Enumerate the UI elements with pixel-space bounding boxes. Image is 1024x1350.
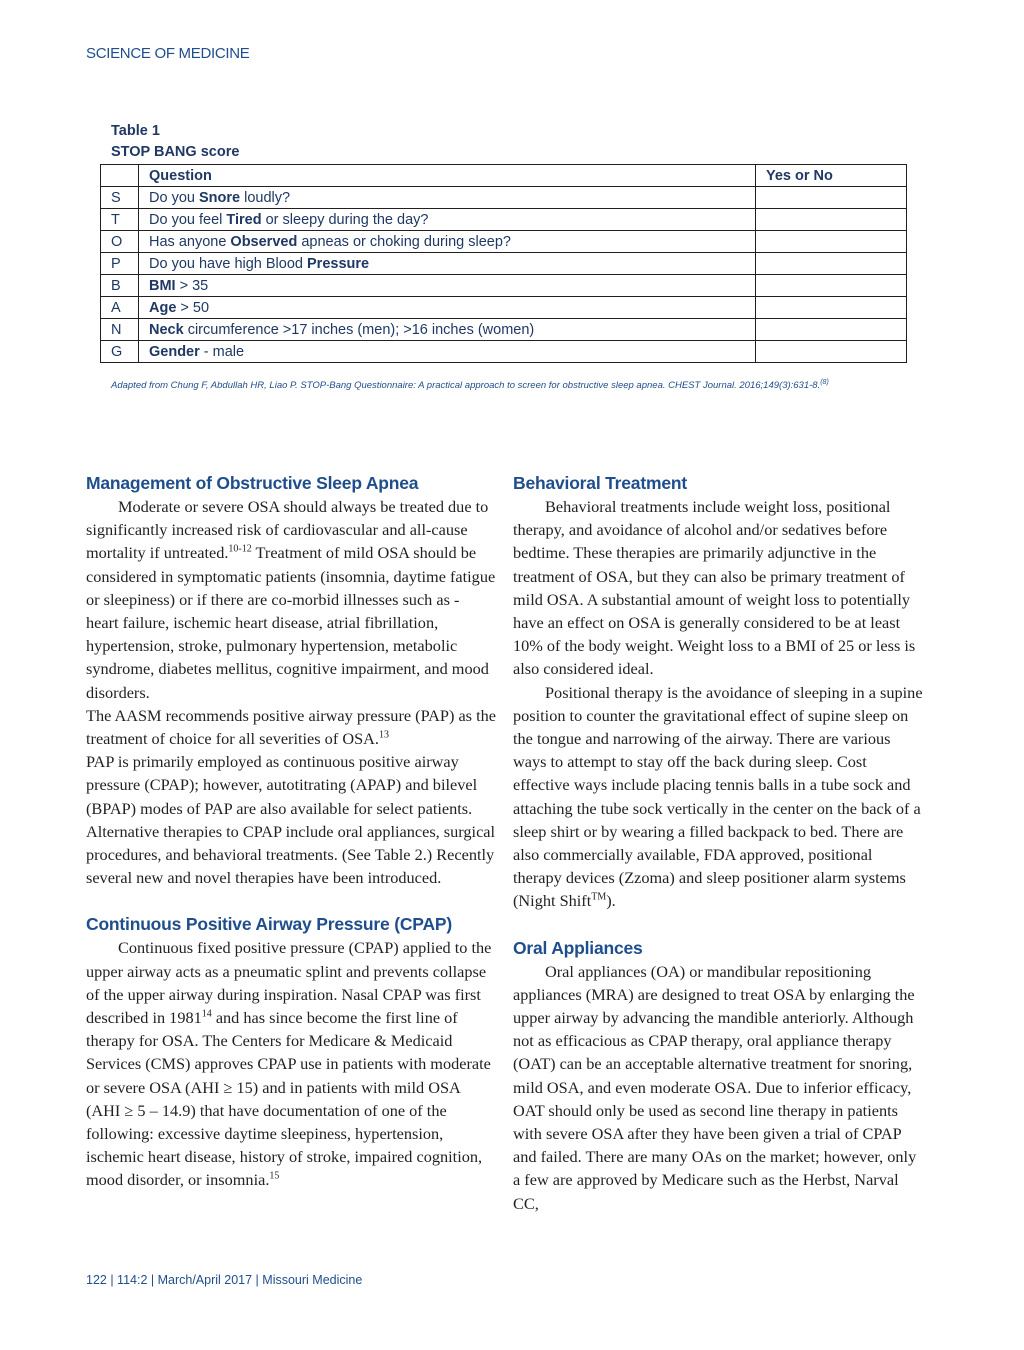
row-letter: T bbox=[101, 209, 139, 231]
row-question bbox=[139, 275, 756, 297]
row-letter: G bbox=[101, 341, 139, 363]
row-letter: S bbox=[101, 187, 139, 209]
question-text: Do you feel bbox=[149, 211, 227, 228]
table-row bbox=[101, 275, 907, 297]
row-answer-cell bbox=[756, 253, 907, 275]
stop-bang-table bbox=[100, 164, 907, 363]
table-row bbox=[101, 231, 907, 253]
para-text: Treatment of mild OSA should be considered in symptomatic patients (insomnia, daytime fatigue or sleepiness) or if there are co-morbid illnesses such as - heart failure, ischemic heart disease, atrial fibrillation, hypertension, stroke, pulmonary hypertension, metabolic syndrome, diabetes mellitus, cognitive impairment, and mood disorders. bbox=[86, 543, 496, 702]
row-answer-cell bbox=[756, 187, 907, 209]
left-column bbox=[86, 471, 496, 1192]
table-row bbox=[101, 187, 907, 209]
paragraph-positional bbox=[513, 681, 923, 913]
row-letter: O bbox=[101, 231, 139, 253]
question-keyword: Gender bbox=[149, 343, 200, 360]
question-text: loudly? bbox=[240, 189, 291, 206]
citation: 10-12 bbox=[228, 543, 252, 555]
table-note-text: Adapted from Chung F, Abdullah HR, Liao P. STOP-Bang Questionnaire: A practical approach to screen for obstructive sleep apnea. CHEST Journal. 2016;149(3):631-8. bbox=[111, 380, 821, 392]
section-label: SCIENCE OF MEDICINE bbox=[86, 45, 250, 62]
table-header-answer: Yes or No bbox=[756, 165, 907, 187]
row-answer-cell bbox=[756, 341, 907, 363]
question-text: > 50 bbox=[176, 299, 210, 316]
table-row bbox=[101, 319, 907, 341]
para-text: and has since become the first line of therapy for OSA. The Centers for Medicare & Medicaid Services (CMS) approves CPAP use in patients with moderate or severe OSA (AHI ≥ 15) and in patients with mild OSA (AHI ≥ 5 – 14.9) that have documentation of one of the following: excessive daytime sleepiness, hypertension, ischemic heart disease, history of stroke, impaired cognition, mood disorder, or insomnia. bbox=[86, 1008, 491, 1190]
table-label: Table 1 bbox=[111, 123, 160, 139]
question-keyword: Tired bbox=[226, 211, 262, 228]
para-text: The AASM recommends positive airway pressure (PAP) as the treatment of choice for all severities of OSA. bbox=[86, 705, 496, 749]
row-question bbox=[139, 253, 756, 275]
row-answer-cell bbox=[756, 275, 907, 297]
row-answer-cell bbox=[756, 297, 907, 319]
citation: 14 bbox=[201, 1008, 212, 1020]
question-text: circumference >17 inches (men); >16 inches (women) bbox=[183, 321, 535, 338]
question-keyword: Pressure bbox=[307, 255, 370, 272]
row-question bbox=[139, 209, 756, 231]
row-letter: N bbox=[101, 319, 139, 341]
row-question bbox=[139, 231, 756, 253]
citation: 13 bbox=[378, 729, 389, 741]
trademark: TM bbox=[591, 892, 607, 904]
paragraph-behavioral: Behavioral treatments include weight loss, positional therapy, and avoidance of alcohol and/or sedatives before bedtime. These therapies are primarily adjunctive in the treatment of OSA, but they can also be primary treatment of mild OSA. A substantial amount of weight loss to potentially have an effect on OSA is generally considered to be at least 10% of the body weight. Weight loss to a BMI of 25 or less is also considered ideal. bbox=[513, 497, 916, 679]
table-row bbox=[101, 209, 907, 231]
table-header-blank bbox=[101, 165, 139, 187]
paragraph-pap: PAP is primarily employed as continuous positive airway pressure (CPAP); however, autotitrating (APAP) and bilevel (BPAP) modes of PAP are also available for select patients. Alternative therapies to CPAP include oral appliances, surgical procedures, and behavioral treatments. (See Table 2.) Recently several new and novel therapies have been introduced. bbox=[86, 752, 496, 888]
question-keyword: Neck bbox=[149, 321, 184, 338]
table-source-note bbox=[111, 376, 911, 393]
para-text: ). bbox=[606, 891, 616, 911]
heading-cpap: Continuous Positive Airway Pressure (CPAP) bbox=[86, 914, 452, 935]
paragraph-management bbox=[86, 495, 496, 704]
table-header-row bbox=[101, 165, 907, 187]
row-answer-cell bbox=[756, 209, 907, 231]
para-text: Moderate or severe OSA should always be treated due to significantly increased risk of cardiovascular and all-cause mortality if untreated. bbox=[86, 497, 489, 563]
paragraph-oral-appliances: Oral appliances (OA) or mandibular repositioning appliances (MRA) are designed to treat OSA by enlarging the upper airway by advancing the mandible anteriorly. Although not as efficacious as CPAP therapy, oral appliance therapy (OAT) can be an acceptable alternative treatment for snoring, mild OSA, and even moderate OSA. Due to inferior efficacy, OAT should only be used as second line therapy in patients with severe OSA after they have been given a trial of CPAP and failed. There are many OAs on the market; however, only a few are approved by Medicare such as the Herbst, Narval CC, bbox=[513, 961, 917, 1213]
question-text: Do you bbox=[149, 189, 199, 206]
row-letter: B bbox=[101, 275, 139, 297]
citation: 15 bbox=[269, 1171, 280, 1183]
question-keyword: Observed bbox=[230, 233, 298, 250]
question-keyword: BMI bbox=[149, 277, 176, 294]
table-row bbox=[101, 253, 907, 275]
row-question bbox=[139, 341, 756, 363]
heading-behavioral: Behavioral Treatment bbox=[513, 473, 687, 493]
row-letter: P bbox=[101, 253, 139, 275]
question-text: - male bbox=[199, 343, 245, 360]
question-keyword: Age bbox=[149, 299, 177, 316]
row-question bbox=[139, 187, 756, 209]
row-answer-cell bbox=[756, 319, 907, 341]
paragraph-cpap bbox=[86, 936, 496, 1191]
question-text: Do you have high Blood bbox=[149, 255, 307, 272]
page-footer: 122 | 114:2 | March/April 2017 | Missouri Medicine bbox=[86, 1273, 363, 1287]
row-answer-cell bbox=[756, 231, 907, 253]
row-question bbox=[139, 297, 756, 319]
right-column bbox=[513, 471, 923, 1215]
paragraph-aasm bbox=[86, 704, 496, 750]
question-text: > 35 bbox=[175, 277, 209, 294]
row-letter: A bbox=[101, 297, 139, 319]
table-note-ref: (8) bbox=[820, 379, 829, 386]
para-text: Positional therapy is the avoidance of sleeping in a supine position to counter the gravitational effect of supine sleep on the tongue and narrowing of the airway. There are various ways to attempt to stay off the back during sleep. Cost effective ways include placing tennis balls in a tube sock and attaching the tube sock vertically in the center on the back of a sleep shirt or by wearing a filled backpack to bed. There are also commercially available, FDA approved, positional therapy devices (Zzoma) and sleep positioner alarm systems (Night Shift bbox=[513, 682, 923, 911]
question-keyword: Snore bbox=[198, 189, 241, 206]
table-row bbox=[101, 341, 907, 363]
question-text: or sleepy during the day? bbox=[261, 211, 429, 228]
heading-management: Management of Obstructive Sleep Apnea bbox=[86, 473, 419, 493]
question-text: apneas or choking during sleep? bbox=[297, 233, 511, 250]
row-question bbox=[139, 319, 756, 341]
heading-oral-appliances: Oral Appliances bbox=[513, 937, 643, 958]
question-text: Has anyone bbox=[149, 233, 231, 250]
table-row bbox=[101, 297, 907, 319]
table-header-question: Question bbox=[139, 165, 756, 187]
para-text: Continuous fixed positive pressure (CPAP) applied to the upper airway acts as a pneumatic splint and prevents collapse of the upper airway during inspiration. Nasal CPAP was first described in 1981 bbox=[86, 938, 492, 1028]
table-title: STOP BANG score bbox=[111, 144, 240, 160]
